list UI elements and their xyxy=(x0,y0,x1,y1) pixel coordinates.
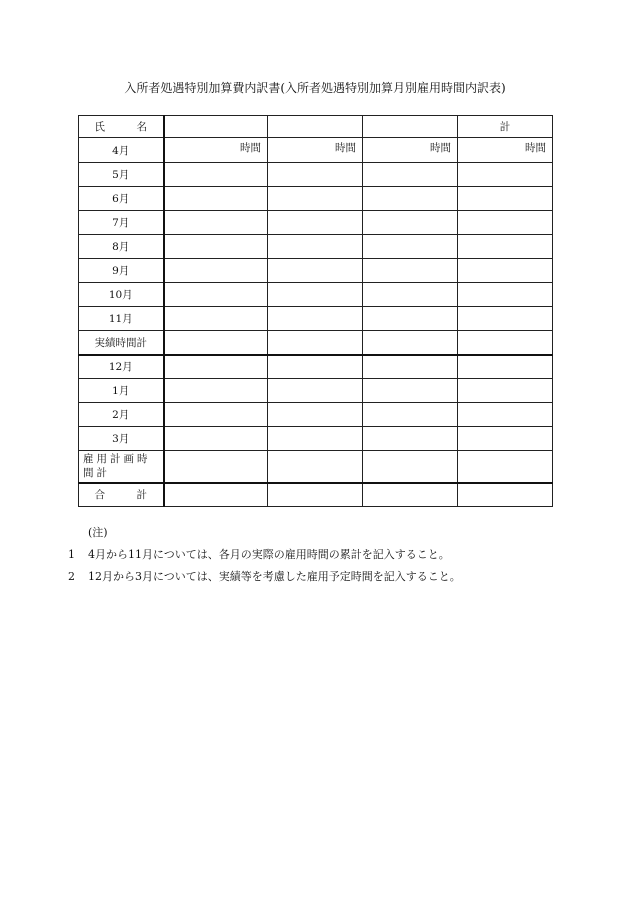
hours-cell[interactable] xyxy=(268,483,363,507)
hours-cell[interactable] xyxy=(268,259,363,283)
month-label: 6月 xyxy=(79,187,164,211)
notes-section xyxy=(68,522,461,588)
total-hours-cell[interactable] xyxy=(458,307,553,331)
month-label: 9月 xyxy=(79,259,164,283)
hours-cell[interactable]: 時間 xyxy=(363,138,458,163)
grand-total-row xyxy=(79,483,553,507)
hours-cell[interactable] xyxy=(268,163,363,187)
total-hours-cell[interactable] xyxy=(458,163,553,187)
hours-cell[interactable] xyxy=(363,235,458,259)
hours-cell[interactable] xyxy=(164,403,268,427)
name-cell-2[interactable] xyxy=(268,116,363,138)
hours-cell[interactable] xyxy=(268,283,363,307)
total-hours-cell[interactable]: 時間 xyxy=(458,138,553,163)
hours-cell[interactable] xyxy=(268,187,363,211)
total-hours-cell[interactable] xyxy=(458,235,553,259)
month-label: 10月 xyxy=(79,283,164,307)
table-row xyxy=(79,427,553,451)
hours-cell[interactable] xyxy=(363,451,458,483)
hours-cell[interactable] xyxy=(164,379,268,403)
grand-total-label: 合 計 xyxy=(79,483,164,507)
plan-total-label: 雇用計画時間計 xyxy=(79,451,164,483)
hours-cell[interactable] xyxy=(164,163,268,187)
month-label: 8月 xyxy=(79,235,164,259)
hours-cell[interactable] xyxy=(164,483,268,507)
table-row xyxy=(79,379,553,403)
hours-cell[interactable] xyxy=(164,187,268,211)
month-label: 11月 xyxy=(79,307,164,331)
total-hours-cell[interactable] xyxy=(458,451,553,483)
hours-cell[interactable] xyxy=(268,331,363,355)
total-hours-cell[interactable] xyxy=(458,211,553,235)
hours-cell[interactable] xyxy=(164,331,268,355)
total-hours-cell[interactable] xyxy=(458,427,553,451)
hours-cell[interactable] xyxy=(363,163,458,187)
hours-cell[interactable] xyxy=(363,483,458,507)
hours-cell[interactable] xyxy=(164,259,268,283)
total-column-header: 計 xyxy=(458,116,553,138)
total-hours-cell[interactable] xyxy=(458,283,553,307)
hours-cell[interactable] xyxy=(363,187,458,211)
total-hours-cell[interactable] xyxy=(458,403,553,427)
hours-cell[interactable] xyxy=(363,211,458,235)
note-item xyxy=(68,544,461,566)
month-label: 3月 xyxy=(79,427,164,451)
notes-heading: (注) xyxy=(88,526,108,539)
actual-total-row xyxy=(79,331,553,355)
month-label: 4月 xyxy=(79,138,164,163)
note-text: 4月から11月については、各月の実際の雇用時間の累計を記入すること。 xyxy=(88,548,450,561)
total-hours-cell[interactable] xyxy=(458,187,553,211)
table-row xyxy=(79,355,553,379)
hours-cell[interactable] xyxy=(268,235,363,259)
table-header-row xyxy=(79,116,553,138)
hours-cell[interactable] xyxy=(164,283,268,307)
hours-cell[interactable] xyxy=(164,427,268,451)
hours-breakdown-table xyxy=(78,115,553,507)
table-row xyxy=(79,211,553,235)
name-cell-3[interactable] xyxy=(363,116,458,138)
hours-cell[interactable] xyxy=(268,379,363,403)
hours-cell[interactable] xyxy=(268,427,363,451)
hours-cell[interactable] xyxy=(363,379,458,403)
hours-cell[interactable] xyxy=(363,307,458,331)
hours-cell[interactable] xyxy=(164,235,268,259)
hours-cell[interactable] xyxy=(164,451,268,483)
month-label: 12月 xyxy=(79,355,164,379)
table-row xyxy=(79,235,553,259)
table-row xyxy=(79,187,553,211)
month-label: 7月 xyxy=(79,211,164,235)
hours-cell[interactable] xyxy=(164,307,268,331)
table-row xyxy=(79,163,553,187)
total-hours-cell[interactable] xyxy=(458,379,553,403)
hours-cell[interactable] xyxy=(164,355,268,379)
month-label: 1月 xyxy=(79,379,164,403)
document-title: 入所者処遇特別加算費内訳書(入所者処遇特別加算月別雇用時間内訳表) xyxy=(124,81,506,95)
note-number: 2 xyxy=(68,570,75,583)
hours-cell[interactable] xyxy=(268,211,363,235)
hours-cell[interactable] xyxy=(164,211,268,235)
hours-cell[interactable] xyxy=(268,403,363,427)
hours-cell[interactable] xyxy=(268,451,363,483)
note-item xyxy=(68,566,461,588)
hours-cell[interactable] xyxy=(268,355,363,379)
table-row xyxy=(79,307,553,331)
month-label: 2月 xyxy=(79,403,164,427)
hours-cell[interactable] xyxy=(363,331,458,355)
table-row xyxy=(79,283,553,307)
hours-cell[interactable] xyxy=(363,283,458,307)
hours-cell[interactable] xyxy=(363,259,458,283)
table-row xyxy=(79,138,553,163)
hours-cell[interactable]: 時間 xyxy=(164,138,268,163)
total-hours-cell[interactable] xyxy=(458,331,553,355)
hours-cell[interactable]: 時間 xyxy=(268,138,363,163)
total-hours-cell[interactable] xyxy=(458,483,553,507)
name-cell-1[interactable] xyxy=(164,116,268,138)
hours-cell[interactable] xyxy=(363,427,458,451)
hours-cell[interactable] xyxy=(363,403,458,427)
actual-total-label: 実績時間計 xyxy=(79,331,164,355)
table-row xyxy=(79,259,553,283)
table-row xyxy=(79,403,553,427)
note-text: 12月から3月については、実績等を考慮した雇用予定時間を記入すること。 xyxy=(88,570,461,583)
hours-cell[interactable] xyxy=(363,355,458,379)
total-hours-cell[interactable] xyxy=(458,259,553,283)
total-hours-cell[interactable] xyxy=(458,355,553,379)
month-label: 5月 xyxy=(79,163,164,187)
name-label: 氏 名 xyxy=(79,116,164,138)
plan-total-row xyxy=(79,451,553,483)
note-number: 1 xyxy=(68,548,75,561)
hours-cell[interactable] xyxy=(268,307,363,331)
